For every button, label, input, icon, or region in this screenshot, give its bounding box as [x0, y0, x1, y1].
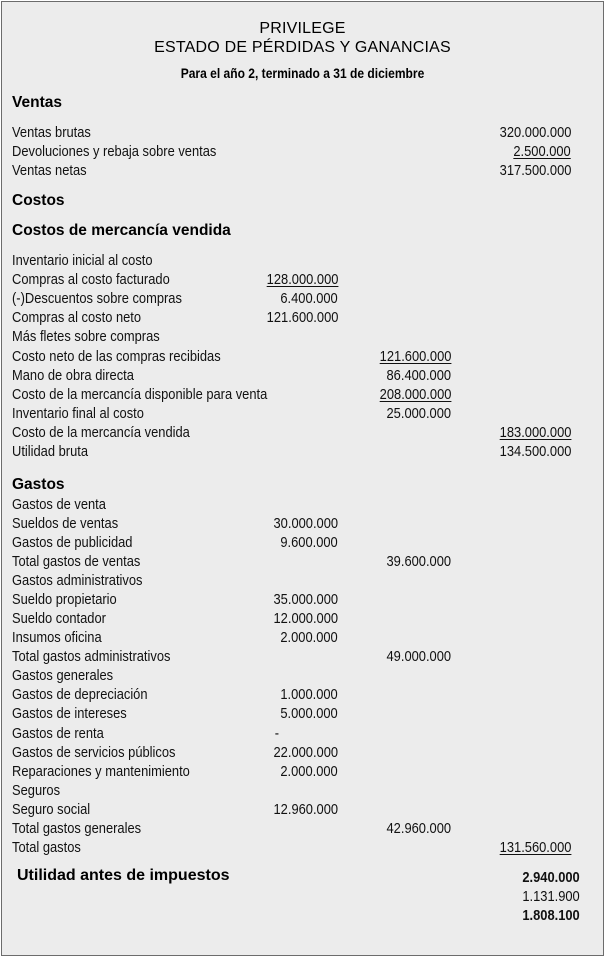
utilidad-antes-value: 2.940.000 — [522, 869, 580, 886]
row-seguro-social — [2, 800, 603, 819]
row-value: 49.000.000 — [386, 648, 451, 665]
row-label: Mano de obra directa — [12, 367, 134, 384]
row-label: Ventas brutas — [12, 124, 91, 141]
row-value: 12.960.000 — [273, 801, 338, 818]
row-renta — [2, 724, 603, 743]
row-gastos-venta-header — [2, 495, 603, 514]
row-publicidad — [2, 533, 603, 552]
row-label: Gastos administrativos — [12, 572, 143, 589]
row-label: Gastos de publicidad — [12, 534, 133, 551]
company-name: PRIVILEGE — [259, 20, 346, 37]
row-label: Sueldo contador — [12, 610, 106, 627]
row-label: Sueldo propietario — [12, 591, 117, 608]
row-label: Inventario inicial al costo — [12, 252, 153, 269]
row-label: Compras al costo facturado — [12, 271, 170, 288]
row-value: 121.600.000 — [379, 348, 451, 365]
row-value: 86.400.000 — [386, 367, 451, 384]
impuestos-value: 1.131.900 — [522, 888, 580, 905]
row-label: Total gastos — [12, 839, 81, 856]
row-label: Ventas netas — [12, 162, 87, 179]
row-gastos-generales-header — [2, 666, 603, 685]
row-depreciacion — [2, 685, 603, 704]
row-intereses — [2, 704, 603, 723]
row-label: Costo neto de las compras recibidas — [12, 348, 221, 365]
row-label: Total gastos administrativos — [12, 648, 171, 665]
row-descuentos — [2, 289, 603, 308]
section-gastos: Gastos — [12, 476, 65, 493]
row-mano-obra — [2, 366, 603, 385]
row-value: 25.000.000 — [386, 405, 451, 422]
row-label: Gastos de venta — [12, 496, 106, 513]
row-compras-neto — [2, 308, 603, 327]
row-inventario-inicial — [2, 251, 603, 270]
utilidad-antes-label: Utilidad antes de impuestos — [17, 867, 230, 884]
row-costo-neto-recibidas — [2, 347, 603, 366]
row-fletes — [2, 327, 603, 346]
row-label: Gastos de depreciación — [12, 686, 148, 703]
section-costos-mercancia: Costos de mercancía vendida — [12, 222, 231, 239]
row-utilidad-neta — [2, 906, 603, 925]
row-value: - — [274, 725, 279, 742]
row-label: Seguro social — [12, 801, 91, 818]
row-total-gastos-admin — [2, 647, 603, 666]
row-utilidad-antes — [2, 868, 603, 887]
income-statement — [1, 1, 604, 956]
row-label: Total gastos generales — [12, 820, 142, 837]
row-value: 5.000.000 — [280, 705, 338, 722]
row-label: Seguros — [12, 782, 61, 799]
row-label: Devoluciones y rebaja sobre ventas — [12, 143, 217, 160]
row-label: Compras al costo neto — [12, 309, 142, 326]
row-label: Gastos de renta — [12, 725, 104, 742]
row-compras-facturado — [2, 270, 603, 289]
section-costos: Costos — [12, 192, 65, 209]
row-label: Reparaciones y mantenimiento — [12, 763, 190, 780]
row-value: 320.000.000 — [499, 124, 571, 141]
row-value: 2.500.000 — [513, 143, 571, 160]
row-label: Inventario final al costo — [12, 405, 144, 422]
row-value: 22.000.000 — [273, 744, 338, 761]
row-value: 2.000.000 — [280, 629, 338, 646]
row-insumos-oficina — [2, 628, 603, 647]
row-value: 9.600.000 — [280, 534, 338, 551]
row-value: 208.000.000 — [379, 386, 451, 403]
row-total-gastos-generales — [2, 819, 603, 838]
row-costo-mercancia-vendida — [2, 423, 603, 442]
row-sueldos-ventas — [2, 514, 603, 533]
row-mercancia-disponible — [2, 385, 603, 404]
row-ventas-netas — [2, 161, 603, 180]
row-value: 35.000.000 — [273, 591, 338, 608]
row-servicios-publicos — [2, 743, 603, 762]
row-label: Gastos generales — [12, 667, 114, 684]
row-value: 2.000.000 — [280, 763, 338, 780]
row-value: 42.960.000 — [386, 820, 451, 837]
row-devoluciones — [2, 142, 603, 161]
row-value: 6.400.000 — [280, 290, 338, 307]
row-value: 1.000.000 — [280, 686, 338, 703]
row-value: 12.000.000 — [273, 610, 338, 627]
row-value: 131.560.000 — [499, 839, 571, 856]
row-value: 134.500.000 — [499, 443, 571, 460]
utilidad-neta-value: 1.808.100 — [522, 907, 580, 924]
row-seguros-header — [2, 781, 603, 800]
row-impuestos — [2, 887, 603, 906]
row-sueldo-propietario — [2, 590, 603, 609]
row-total-gastos-ventas — [2, 552, 603, 571]
statement-period: Para el año 2, terminado a 31 de diciembre — [180, 65, 425, 81]
row-value: 183.000.000 — [499, 424, 571, 441]
row-value: 39.600.000 — [386, 553, 451, 570]
row-label: Gastos de intereses — [12, 705, 127, 722]
row-label: Costo de la mercancía disponible para venta — [12, 386, 268, 403]
row-inventario-final — [2, 404, 603, 423]
row-ventas-brutas — [2, 123, 603, 142]
row-label: (-)Descuentos sobre compras — [12, 290, 182, 307]
row-value: 317.500.000 — [499, 162, 571, 179]
row-value: 30.000.000 — [273, 515, 338, 532]
row-label: Gastos de servicios públicos — [12, 744, 176, 761]
row-utilidad-bruta — [2, 442, 603, 461]
row-label: Costo de la mercancía vendida — [12, 424, 190, 441]
row-label: Más fletes sobre compras — [12, 328, 160, 345]
statement-title: ESTADO DE PÉRDIDAS Y GANANCIAS — [154, 39, 451, 56]
row-sueldo-contador — [2, 609, 603, 628]
section-ventas: Ventas — [12, 94, 62, 111]
row-value: 121.600.000 — [266, 309, 338, 326]
row-value: 128.000.000 — [266, 271, 338, 288]
row-label: Sueldos de ventas — [12, 515, 119, 532]
row-label: Insumos oficina — [12, 629, 102, 646]
row-label: Total gastos de ventas — [12, 553, 141, 570]
row-gastos-admin-header — [2, 571, 603, 590]
row-total-gastos — [2, 838, 603, 857]
row-reparaciones — [2, 762, 603, 781]
row-label: Utilidad bruta — [12, 443, 89, 460]
